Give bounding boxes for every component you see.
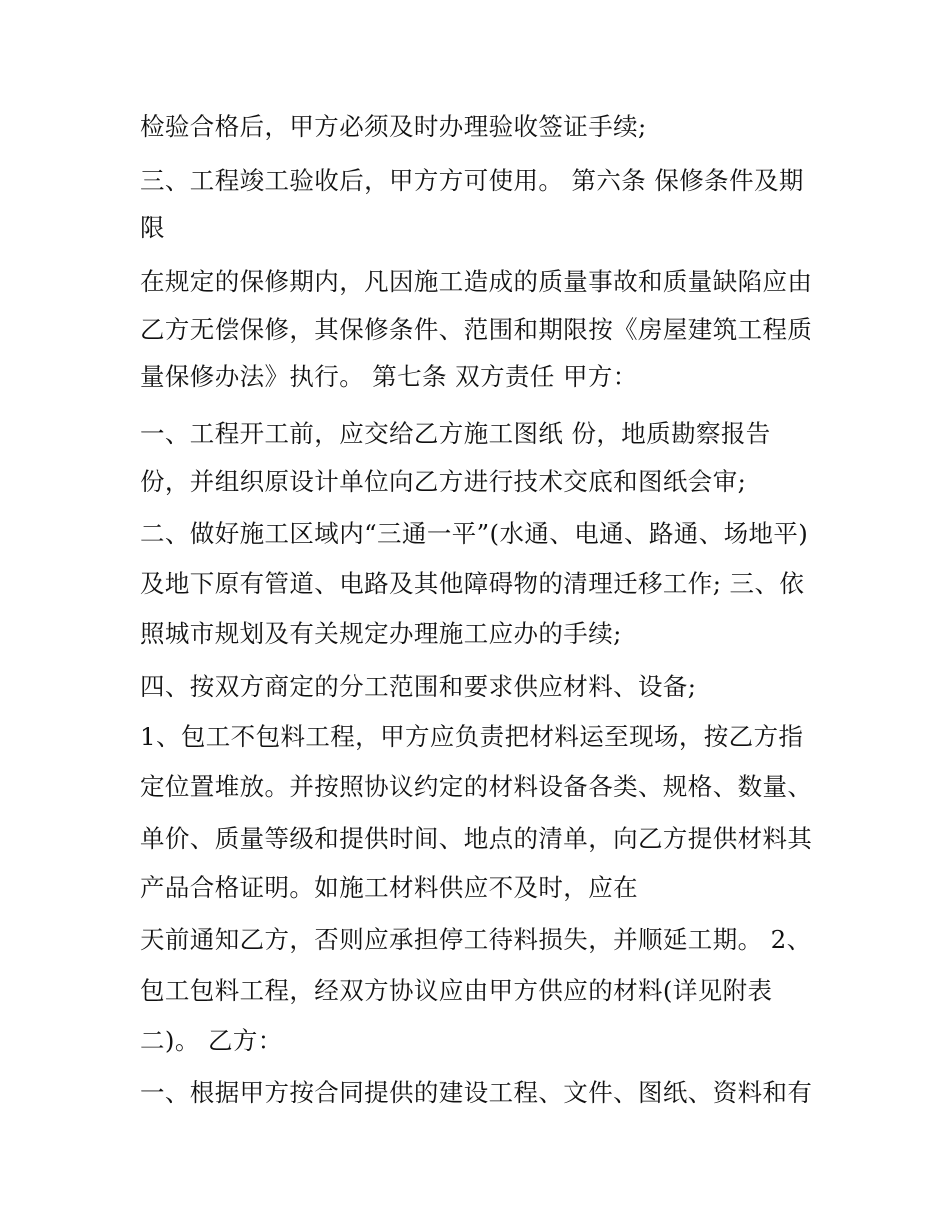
text-line: 乙方无偿保修，其保修条件、范围和期限按《房屋建筑工程质	[140, 315, 813, 344]
text-line: 天前通知乙方，否则应承担停工待料损失，并顺延工期。 2、	[140, 925, 812, 954]
text-line: 检验合格后，甲方必须及时办理验收签证手续;	[140, 112, 647, 141]
text-line: 定位置堆放。并按照协议约定的材料设备各类、规格、数量、	[140, 772, 813, 801]
text-line: 四、按双方商定的分工范围和要求供应材料、设备;	[140, 672, 697, 701]
text-line: 单价、质量等级和提供时间、地点的清单，向乙方提供材料其	[140, 824, 813, 853]
text-line: 产品合格证明。如施工材料供应不及时，应在	[140, 873, 638, 902]
text-line: 1、包工不包料工程，甲方应负责把材料运至现场，按乙方指	[140, 722, 804, 751]
text-line: 在规定的保修期内，凡因施工造成的质量事故和质量缺陷应由	[140, 267, 813, 296]
text-line: 照城市规划及有关规定办理施工应办的手续;	[140, 619, 622, 648]
text-line: 三、工程竣工验收后，甲方方可使用。 第六条 保修条件及期	[140, 166, 804, 195]
text-line: 量保修办法》执行。 第七条 双方责任 甲方：	[140, 362, 638, 391]
text-line: 一、根据甲方按合同提供的建设工程、文件、图纸、资料和有	[140, 1078, 813, 1107]
text-line: 份，并组织原设计单位向乙方进行技术交底和图纸会审;	[140, 467, 747, 496]
text-line: 一、工程开工前，应交给乙方施工图纸 份，地质勘察报告	[140, 419, 771, 448]
text-line: 二、做好施工区域内“三通一平”(水通、电通、路通、场地平)	[140, 519, 809, 548]
text-line: 及地下原有管道、电路及其他障碍物的清理迁移工作; 三、依	[140, 569, 805, 598]
text-line: 限	[140, 213, 165, 242]
text-line: 二)。 乙方：	[140, 1026, 283, 1055]
text-line: 包工包料工程，经双方协议应由甲方供应的材料(详见附表	[140, 976, 773, 1005]
